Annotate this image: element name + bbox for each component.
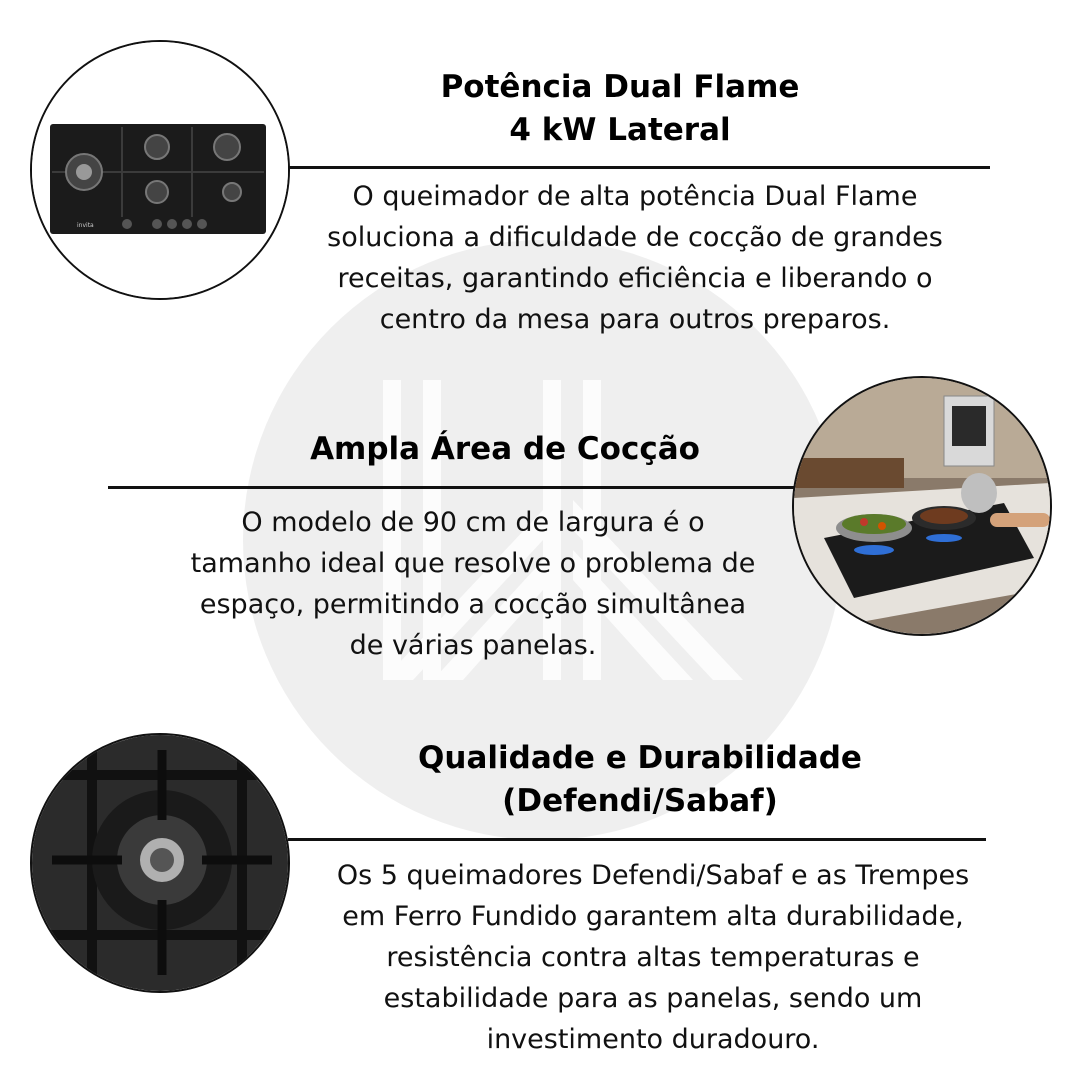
title-line: Potência Dual Flame	[440, 69, 800, 105]
section-title-cooking-area	[200, 428, 810, 471]
section-description-quality	[300, 855, 1006, 1060]
kitchen-cooktop-in-use-image	[792, 376, 1052, 636]
desc-line: tamanho ideal que resolve o problema de	[190, 548, 756, 579]
title-line: Ampla Área de Cocção	[310, 431, 700, 467]
title-line: 4 kW Lateral	[509, 112, 731, 148]
svg-text:invita: invita	[77, 222, 94, 229]
cooktop-top-view-icon	[32, 42, 288, 298]
kitchen-cooktop-in-use-icon	[794, 378, 1050, 634]
divider-line	[288, 166, 990, 169]
section-title-dual-flame	[330, 66, 910, 152]
cooktop-top-view-image	[30, 40, 290, 300]
desc-line: centro da mesa para outros preparos.	[379, 304, 891, 335]
burner-closeup-icon	[32, 735, 288, 991]
title-line: Qualidade e Durabilidade	[418, 740, 862, 776]
section-description-dual-flame	[285, 176, 985, 340]
desc-line: estabilidade para as panelas, sendo um	[383, 983, 923, 1014]
desc-line: resistência contra altas temperaturas e	[386, 942, 920, 973]
desc-line: de várias panelas.	[349, 630, 597, 661]
desc-line: O modelo de 90 cm de largura é o	[241, 507, 705, 538]
desc-line: soluciona a dificuldade de cocção de grandes	[327, 222, 943, 253]
burner-closeup-image	[30, 733, 290, 993]
desc-line: O queimador de alta potência Dual Flame	[352, 181, 918, 212]
desc-line: em Ferro Fundido garantem alta durabilidade,	[342, 901, 964, 932]
desc-line: Os 5 queimadores Defendi/Sabaf e as Trempes	[336, 860, 970, 891]
title-line: (Defendi/Sabaf)	[502, 783, 778, 819]
desc-line: receitas, garantindo eficiência e liberando o	[337, 263, 933, 294]
desc-line: espaço, permitindo a cocção simultânea	[199, 589, 747, 620]
section-title-quality	[340, 737, 940, 823]
divider-line	[288, 838, 986, 841]
desc-line: investimento duradouro.	[486, 1024, 820, 1055]
divider-line	[108, 486, 808, 489]
section-description-cooking-area	[120, 502, 826, 666]
